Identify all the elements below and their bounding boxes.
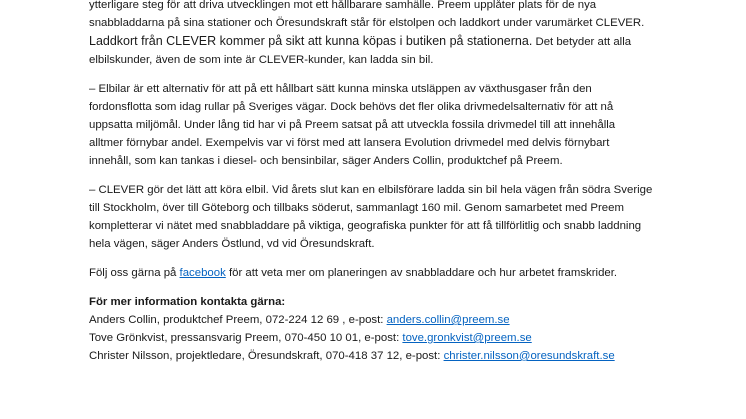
text-line: snabbladdarna på sina stationer och Öresundskraft står för elstolpen och laddkort under varumärket CLEVER. bbox=[89, 17, 645, 29]
text-line: elbilskunder, även de som inte är CLEVER-kunder, kan ladda sin bil. bbox=[89, 54, 434, 66]
quote-paragraph-oresundskraft bbox=[89, 181, 719, 253]
contact-text: Christer Nilsson, projektledare, Öresundskraft, 070-418 37 12, e-post: bbox=[89, 350, 444, 362]
contact-line bbox=[89, 329, 719, 347]
text-line: uppsatta miljömål. Under lång tid har vi på Preem satsat på att utveckla fossila drivmedel till att innehålla bbox=[89, 119, 616, 131]
follow-paragraph bbox=[89, 264, 719, 282]
text-fragment: Det betyder att alla bbox=[532, 36, 632, 48]
document-body bbox=[89, 0, 719, 376]
contact-line bbox=[89, 347, 719, 365]
facebook-link[interactable]: facebook bbox=[179, 267, 226, 279]
email-link[interactable]: tove.gronkvist@preem.se bbox=[402, 332, 532, 344]
follow-suffix: för att veta mer om planeringen av snabbladdare och hur arbetet framskrider. bbox=[225, 267, 618, 279]
text-line bbox=[89, 32, 719, 51]
intro-paragraph bbox=[89, 0, 719, 69]
text-line: fordonsflotta som idag rullar på Sveriges vägar. Dock behövs det fler olika drivmedelsalternativ för att nå bbox=[89, 101, 614, 113]
follow-prefix: Följ oss gärna på bbox=[89, 267, 180, 279]
text-line: till Stockholm, över till Göteborg och tillbaks söderut, sammanlagt 160 mil. Genom samarbetet med Preem bbox=[89, 202, 624, 214]
text-line bbox=[89, 264, 719, 282]
text-line: – CLEVER gör det lätt att köra elbil. Vid årets slut kan en elbilsförare ladda sin bil hela vägen från södra Sverige bbox=[89, 184, 653, 196]
contact-block bbox=[89, 293, 719, 365]
text-line: kompletterar vi nätet med snabbladdare på viktiga, geografiska punkter för att få tillförlitlig och snabb laddning bbox=[89, 220, 642, 232]
email-link[interactable]: anders.collin@preem.se bbox=[386, 314, 510, 326]
text-line: innehåll, som kan tankas i diesel- och bensinbilar, säger Anders Collin, produktchef på Preem. bbox=[89, 155, 563, 167]
contact-text: Anders Collin, produktchef Preem, 072-224 12 69 , e-post: bbox=[89, 314, 387, 326]
contact-heading: För mer information kontakta gärna: bbox=[89, 296, 286, 308]
contact-text: Tove Grönkvist, pressansvarig Preem, 070-450 10 01, e-post: bbox=[89, 332, 403, 344]
quote-paragraph-preem bbox=[89, 80, 719, 170]
text-line: ytterligare steg för att driva utvecklingen mot ett hållbarare samhälle. Preem upplåter plats för de nya bbox=[89, 0, 597, 11]
text-line: – Elbilar är ett alternativ för att på ett hållbart sätt kunna minska utsläppen av växthusgaser från den bbox=[89, 83, 592, 95]
text-fragment: Laddkort från CLEVER kommer på sikt att kunna köpas i butiken på stationerna. bbox=[89, 34, 533, 48]
text-line: alltmer förnybar andel. Exempelvis var vi först med att lansera Evolution drivmedel med delvis förnybart bbox=[89, 137, 610, 149]
email-link[interactable]: christer.nilsson@oresundskraft.se bbox=[443, 350, 615, 362]
text-line: hela vägen, säger Anders Östlund, vd vid Öresundskraft. bbox=[89, 238, 375, 250]
contact-line bbox=[89, 311, 719, 329]
